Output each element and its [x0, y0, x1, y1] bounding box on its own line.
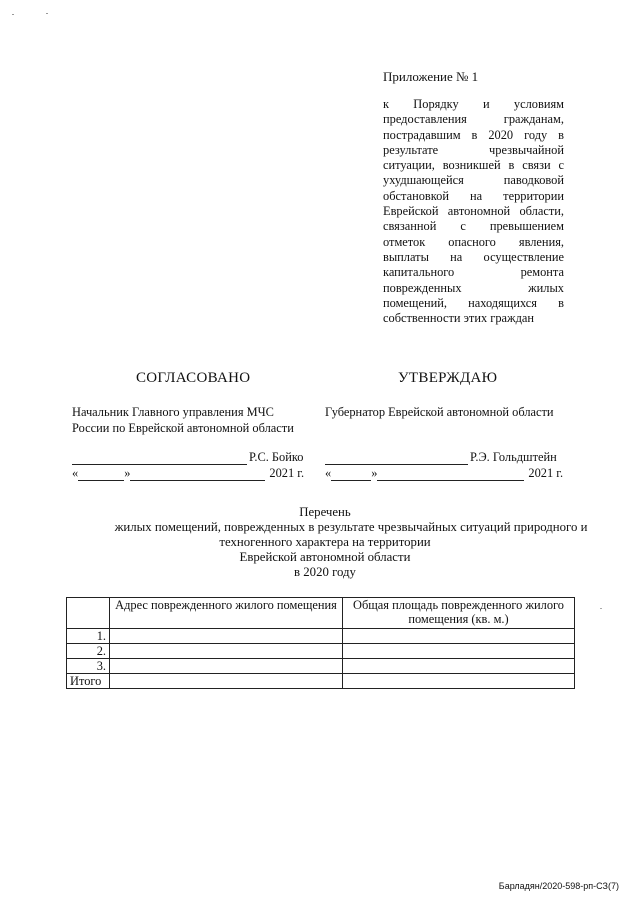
title-line: жилых помещений, поврежденных в результате чрезвычайных ситуаций природного и: [114, 520, 588, 534]
agreed-year: 2021 г.: [269, 466, 305, 480]
area-cell: [343, 659, 575, 674]
appendix-line: помещений, находящихся в: [383, 295, 564, 310]
area-cell: [343, 674, 575, 689]
appendix-line: ухудшающейся паводковой: [383, 173, 564, 188]
table-header-row: [67, 598, 575, 629]
address-cell: [110, 629, 343, 644]
appendix-line: предоставления гражданам,: [383, 112, 564, 127]
signature-line: [325, 452, 468, 465]
approved-year: 2021 г.: [528, 466, 564, 480]
date-close-quote: »: [371, 466, 378, 480]
address-cell: [110, 659, 343, 674]
date-month-line: [377, 468, 524, 481]
appendix-line: капитального ремонта: [383, 265, 564, 280]
column-header-address: Адрес поврежденного жилого помещения: [110, 598, 343, 629]
title-line: в 2020 году: [294, 565, 356, 579]
agreed-position: [72, 404, 332, 436]
approved-signer: Р.Э. Гольдштейн: [470, 450, 557, 464]
appendix-line: ситуации, возникшей в связи с: [383, 158, 564, 173]
dwellings-table: [66, 597, 575, 689]
title-line: техногенного характера на территории: [219, 535, 431, 549]
signature-line: [72, 452, 247, 465]
address-cell: [110, 674, 343, 689]
date-close-quote: »: [124, 466, 131, 480]
approved-signature-row: [325, 449, 557, 465]
table-row: [67, 644, 575, 659]
appendix-line: к Порядку и условиям: [383, 97, 564, 111]
approved-heading: УТВЕРЖДАЮ: [398, 370, 498, 386]
date-open-quote: «: [72, 466, 79, 480]
area-cell: [343, 629, 575, 644]
date-day-line: [331, 468, 371, 481]
appendix-line: результате чрезвычайной: [383, 142, 564, 157]
appendix-line: обстановкой на территории: [383, 188, 564, 203]
appendix-line: поврежденных жилых: [383, 280, 564, 295]
title-line: Перечень: [299, 505, 351, 519]
appendix-line: пострадавшим в 2020 году в: [383, 127, 564, 142]
area-cell: [343, 644, 575, 659]
column-header-area: Общая площадь поврежденного жилого помещения (кв. м.): [343, 598, 575, 629]
date-month-line: [130, 468, 265, 481]
row-number: 3.: [67, 659, 110, 674]
date-open-quote: «: [325, 466, 332, 480]
scan-speck: [600, 608, 602, 609]
approved-date-row: [325, 465, 563, 481]
appendix-line: собственности этих граждан: [383, 311, 535, 326]
agreed-position-line: Начальник Главного управления МЧС: [72, 405, 274, 419]
agreed-signer: Р.С. Бойко: [249, 450, 304, 464]
column-header-number: [67, 598, 110, 629]
date-day-line: [78, 468, 124, 481]
document-reference: Барладян/2020-598-рп-СЗ(7): [498, 881, 619, 891]
document-title: [60, 505, 590, 580]
agreed-position-line: России по Еврейской автономной области: [72, 421, 294, 435]
table-total-row: [67, 674, 575, 689]
appendix-text: [383, 97, 564, 326]
scan-speck: [12, 14, 14, 15]
agreed-signature-row: [72, 449, 303, 465]
scan-speck: [46, 13, 48, 14]
agreed-heading: СОГЛАСОВАНО: [136, 370, 251, 386]
approved-position-line: Губернатор Еврейской автономной области: [325, 405, 554, 419]
appendix-line: отметок опасного явления,: [383, 234, 564, 249]
table-row: [67, 629, 575, 644]
approved-position: [325, 404, 585, 420]
row-number: 1.: [67, 629, 110, 644]
appendix-line: Еврейской автономной области,: [383, 204, 564, 219]
appendix-line: выплаты на осуществление: [383, 249, 564, 264]
address-cell: [110, 644, 343, 659]
total-label: Итого: [67, 674, 110, 689]
table-row: [67, 659, 575, 674]
agreed-date-row: [72, 465, 304, 481]
appendix-title: Приложение № 1: [383, 69, 479, 84]
appendix-line: связанной с превышением: [383, 219, 564, 234]
title-line: Еврейской автономной области: [239, 550, 411, 564]
row-number: 2.: [67, 644, 110, 659]
